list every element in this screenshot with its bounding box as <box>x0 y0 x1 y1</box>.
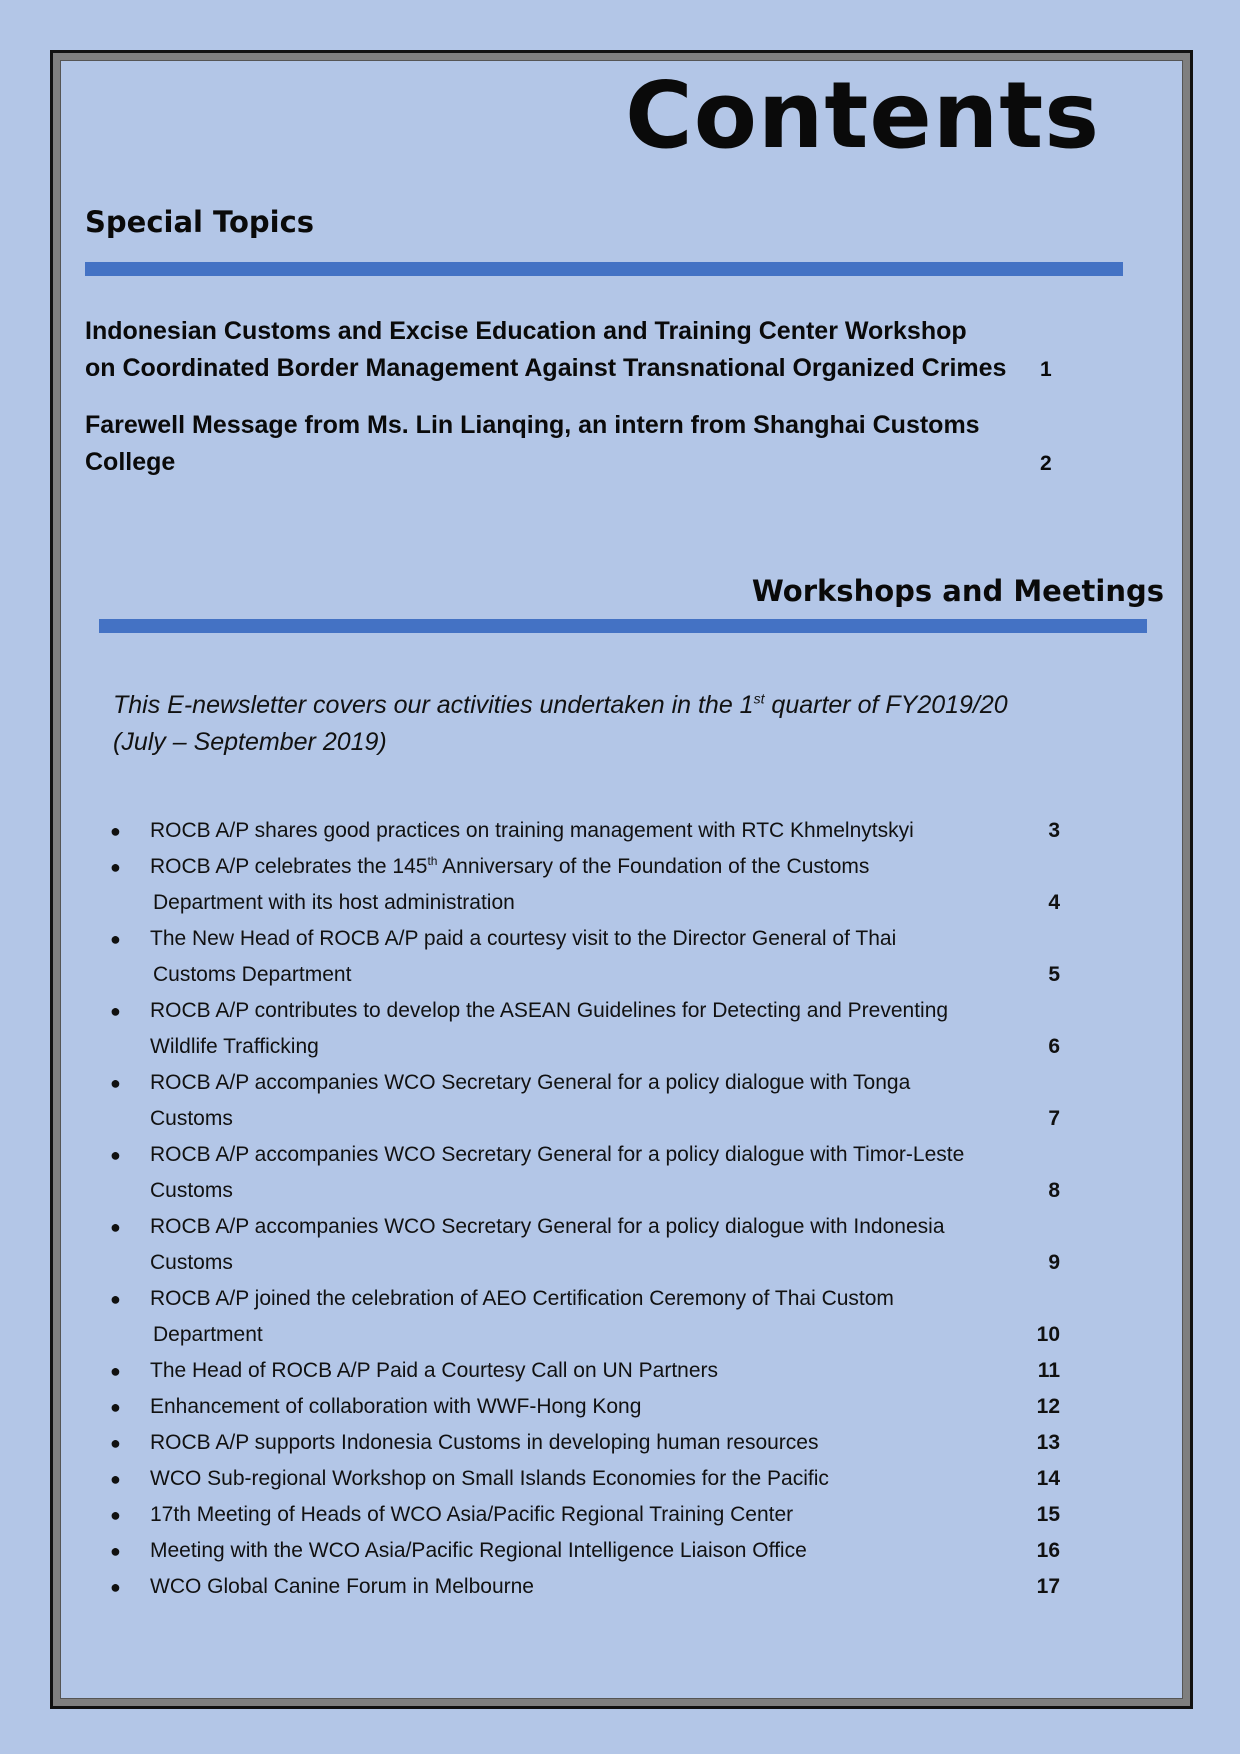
toc-item[interactable] <box>110 1569 1110 1605</box>
toc-item[interactable] <box>110 993 1110 1065</box>
toc-page-number: 15 <box>1036 1503 1060 1526</box>
toc-item-title: ROCB A/P shares good practices on training management with RTC Khmelnytskyi <box>150 819 914 842</box>
toc-item-title: The New Head of ROCB A/P paid a courtesy visit to the Director General of Thai <box>150 927 897 950</box>
bullet-icon: ● <box>110 1577 121 1597</box>
special-topic-item[interactable] <box>85 407 1085 481</box>
special-topic-line: College <box>85 448 176 476</box>
toc-item-title: ROCB A/P accompanies WCO Secretary General for a policy dialogue with Tonga <box>150 1071 911 1094</box>
special-topic-line: Indonesian Customs and Excise Education and Training Center Workshop <box>85 317 967 345</box>
section-divider-workshops <box>99 619 1147 633</box>
special-topic-page-number: 2 <box>1040 452 1052 475</box>
bullet-icon: ● <box>110 1433 121 1453</box>
toc-page-number: 13 <box>1036 1431 1060 1454</box>
toc-page-number: 11 <box>1037 1359 1060 1382</box>
toc-item-title: ROCB A/P contributes to develop the ASEAN Guidelines for Detecting and Preventing <box>150 999 949 1022</box>
toc-item-title: Enhancement of collaboration with WWF-Hong Kong <box>150 1395 642 1418</box>
toc-item-title: The Head of ROCB A/P Paid a Courtesy Call on UN Partners <box>150 1359 719 1382</box>
bullet-icon: ● <box>110 1289 121 1309</box>
toc-item-title-continued: Customs <box>150 1251 233 1274</box>
toc-item[interactable] <box>110 1533 1110 1569</box>
toc-page-number: 8 <box>1048 1179 1060 1202</box>
toc-page-number: 12 <box>1036 1395 1060 1418</box>
intro-text: This E-newsletter covers our activities undertaken in the 1 <box>113 691 754 719</box>
toc-item-title-continued: Customs <box>150 1107 233 1130</box>
toc-item-title-continued: Department with its host administration <box>153 891 515 914</box>
toc-item-superscript: th <box>427 854 438 868</box>
toc-item[interactable] <box>110 1353 1110 1389</box>
toc-page-number: 16 <box>1036 1539 1060 1562</box>
toc-item[interactable] <box>110 1209 1110 1281</box>
toc-page-number: 10 <box>1036 1323 1060 1346</box>
toc-page-number: 4 <box>1048 891 1060 914</box>
section-divider-special <box>85 262 1123 276</box>
toc-item-title: ROCB A/P joined the celebration of AEO Certification Ceremony of Thai Custom <box>150 1287 894 1310</box>
toc-item-title-continued: Customs Department <box>153 963 352 986</box>
toc-item-title-continued: Customs <box>150 1179 233 1202</box>
special-topics-heading: Special Topics <box>85 205 315 239</box>
toc-item[interactable] <box>110 1497 1110 1533</box>
intro-text: quarter of FY2019/20 <box>764 691 1008 719</box>
toc-item[interactable] <box>110 921 1110 993</box>
toc-page-number: 7 <box>1048 1107 1060 1130</box>
bullet-icon: ● <box>110 1469 121 1489</box>
toc-item[interactable] <box>110 1461 1110 1497</box>
toc-item-title: WCO Sub-regional Workshop on Small Islands Economies for the Pacific <box>150 1467 829 1490</box>
toc-item-title: ROCB A/P accompanies WCO Secretary General for a policy dialogue with Indonesia <box>150 1215 945 1238</box>
page-title: Contents <box>625 62 1100 169</box>
bullet-icon: ● <box>110 1073 121 1093</box>
bullet-icon: ● <box>110 1217 121 1237</box>
toc-item[interactable] <box>110 1425 1110 1461</box>
bullet-icon: ● <box>110 1505 121 1525</box>
special-topic-item[interactable] <box>85 313 1085 387</box>
toc-item[interactable] <box>110 813 1110 849</box>
bullet-icon: ● <box>110 1397 121 1417</box>
bullet-icon: ● <box>110 929 121 949</box>
intro-superscript: st <box>753 690 765 707</box>
newsletter-intro <box>113 687 1093 761</box>
toc-page-number: 9 <box>1048 1251 1060 1274</box>
toc-item-title: ROCB A/P supports Indonesia Customs in developing human resources <box>150 1431 819 1454</box>
toc-item[interactable] <box>110 1065 1110 1137</box>
toc-page-number: 3 <box>1048 819 1060 842</box>
toc-item-title-continued: Wildlife Trafficking <box>150 1035 319 1058</box>
toc-item[interactable] <box>110 1389 1110 1425</box>
toc-item-title: Meeting with the WCO Asia/Pacific Regional Intelligence Liaison Office <box>150 1539 807 1562</box>
special-topic-line: on Coordinated Border Management Against Transnational Organized Crimes <box>85 354 1007 382</box>
toc-page-number: 17 <box>1036 1575 1060 1598</box>
toc-item-title: Anniversary of the Foundation of the Customs <box>437 855 870 878</box>
toc-item-title-continued: Department <box>153 1323 263 1346</box>
workshops-toc-list <box>110 813 1110 1605</box>
toc-item[interactable] <box>110 1137 1110 1209</box>
bullet-icon: ● <box>110 1145 121 1165</box>
toc-item[interactable] <box>110 1281 1110 1353</box>
special-topic-line: Farewell Message from Ms. Lin Lianqing, an intern from Shanghai Customs <box>85 411 980 439</box>
bullet-icon: ● <box>110 1001 121 1021</box>
bullet-icon: ● <box>110 1541 121 1561</box>
toc-page-number: 6 <box>1048 1035 1060 1058</box>
toc-item-title: 17th Meeting of Heads of WCO Asia/Pacific Regional Training Center <box>150 1503 794 1526</box>
intro-date-range: (July – September 2019) <box>113 728 387 756</box>
bullet-icon: ● <box>110 821 121 841</box>
toc-item-title: ROCB A/P accompanies WCO Secretary General for a policy dialogue with Timor-Leste <box>150 1143 965 1166</box>
toc-page-number: 5 <box>1048 963 1060 986</box>
special-topic-page-number: 1 <box>1040 358 1052 381</box>
bullet-icon: ● <box>110 1361 121 1381</box>
bullet-icon: ● <box>110 857 121 877</box>
toc-item-title: WCO Global Canine Forum in Melbourne <box>150 1575 534 1598</box>
workshops-heading: Workshops and Meetings <box>751 574 1164 608</box>
toc-item-title: ROCB A/P celebrates the 145 <box>150 855 428 878</box>
toc-item[interactable] <box>110 849 1110 921</box>
toc-page-number: 14 <box>1036 1467 1060 1490</box>
